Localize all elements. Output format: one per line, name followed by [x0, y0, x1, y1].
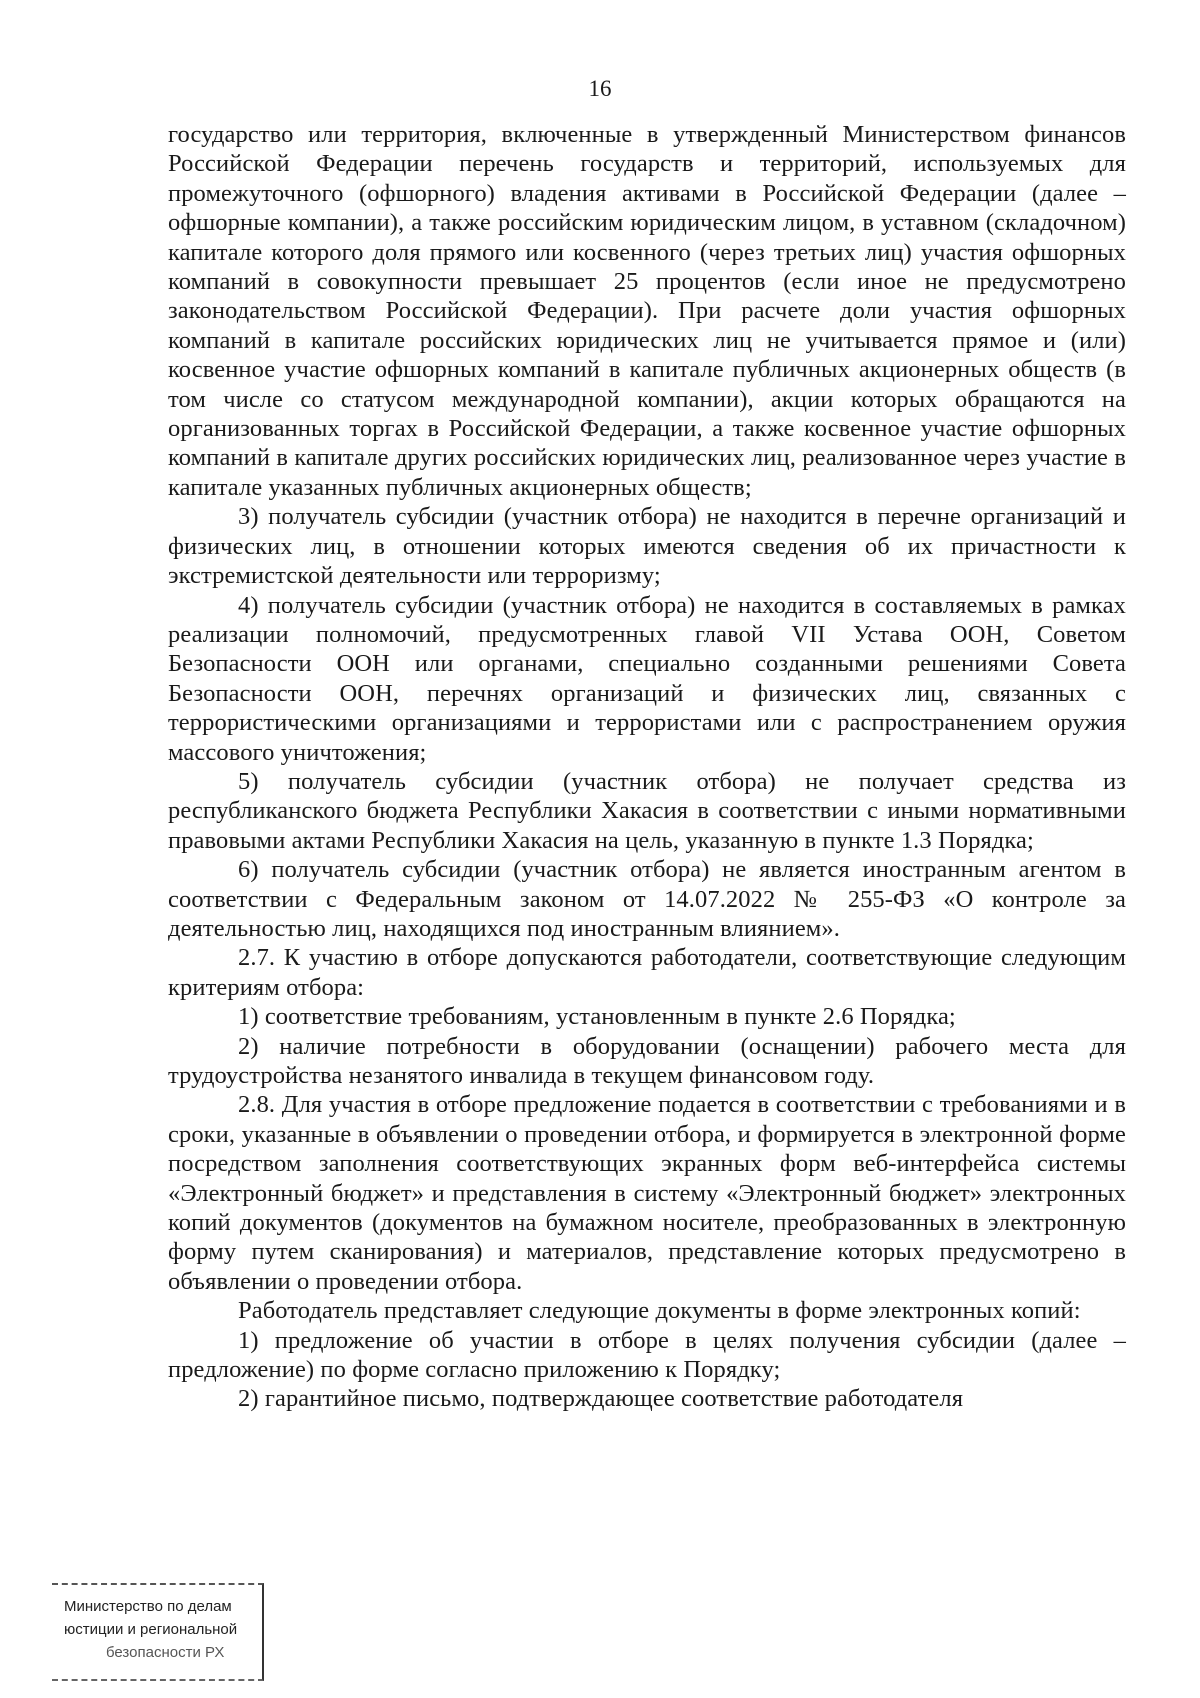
paragraph-criterion-1: 1) соответствие требованиям, установленным в пункте 2.6 Порядка;: [238, 1003, 956, 1031]
page-number: 16: [588, 76, 612, 101]
paragraph-section-2-8: 2.8. Для участия в отборе предложение подается в соответствии с требованиями и в сроки, указанные в объявлении о проведении отбора, и формируется в электронной форме посредством заполнения соответствующих экранных форм веб-интерфейса системы «Электронный бюджет» и представления в систему «Электронный бюджет» электронных копий документов (документов на бумажном носителе, преобразованных в электронную форму путем сканирования) и материалов, представление которых предусмотрено в объявлении о проведении отбора.: [168, 1091, 1126, 1295]
stamp-line-ministry: Министерство по делам: [64, 1598, 232, 1615]
paragraph-criterion-2: 2) наличие потребности в оборудовании (оснащении) рабочего места для трудоустройства незанятого инвалида в текущем финансовом году.: [168, 1032, 1126, 1089]
paragraph-item-4-un-lists: 4) получатель субсидии (участник отбора) не находится в составляемых в рамках реализации полномочий, предусмотренных главой VII Устава ООН, Советом Безопасности ООН или органами, специально созданными решениями Совета Безопасности ООН, перечнях организаций и физических лиц, связанных с террористическими организациями и террористами или с распространением оружия массового уничтожения;: [168, 591, 1126, 766]
ministry-stamp: [52, 1583, 264, 1681]
paragraph-item-3-extremism: 3) получатель субсидии (участник отбора) не находится в перечне организаций и физических лиц, в отношении которых имеются сведения об их причастности к экстремистской деятельности или терроризму;: [168, 503, 1126, 590]
document-body: [168, 120, 1126, 1414]
paragraph-offshore-companies: государство или территория, включенные в утвержденный Министерством финансов Российской Федерации перечень государств и территорий, используемых для промежуточного (офшорного) владения активами в Российской Федерации (далее – офшорные компании), а также российским юридическим лицом, в уставном (складочном) капитале которого доля прямого или косвенного (через третьих лиц) участия офшорных компаний в совокупности превышает 25 процентов (если иное не предусмотрено законодательством Российской Федерации). При расчете доли участия офшорных компаний в капитале российских юридических лиц не учитывается прямое и (или) косвенное участие офшорных компаний в капитале публичных акционерных обществ (в том числе со статусом международной компании), акции которых обращаются на организованных торгах в Российской Федерации, а также косвенное участие офшорных компаний в капитале других российских юридических лиц, реализованное через участие в капитале указанных публичных акционерных обществ;: [168, 121, 1126, 501]
paragraph-section-2-7: 2.7. К участию в отборе допускаются работодатели, соответствующие следующим критериям отбора:: [168, 944, 1126, 1001]
paragraph-item-6-foreign-agent: 6) получатель субсидии (участник отбора) не является иностранным агентом в соответствии с Федеральным законом от 14.07.2022 № 255-ФЗ «О контроле за деятельностью лиц, находящихся под иностранным влиянием».: [168, 856, 1126, 942]
paragraph-document-2-guarantee-letter: 2) гарантийное письмо, подтверждающее соответствие работодателя: [238, 1385, 964, 1413]
paragraph-item-5-budget-funds: 5) получатель субсидии (участник отбора) не получает средства из республиканского бюджета Республики Хакасия в соответствии с иными нормативными правовыми актами Республики Хакасия на цель, указанную в пункте 1.3 Порядка;: [168, 767, 1126, 854]
stamp-line-security: безопасности РХ: [106, 1644, 225, 1661]
stamp-line-justice: юстиции и региональной: [64, 1621, 238, 1638]
paragraph-employer-documents: Работодатель представляет следующие документы в форме электронных копий:: [238, 1297, 1081, 1325]
paragraph-document-1-proposal: 1) предложение об участии в отборе в целях получения субсидии (далее – предложение) по форме согласно приложению к Порядку;: [168, 1326, 1126, 1384]
